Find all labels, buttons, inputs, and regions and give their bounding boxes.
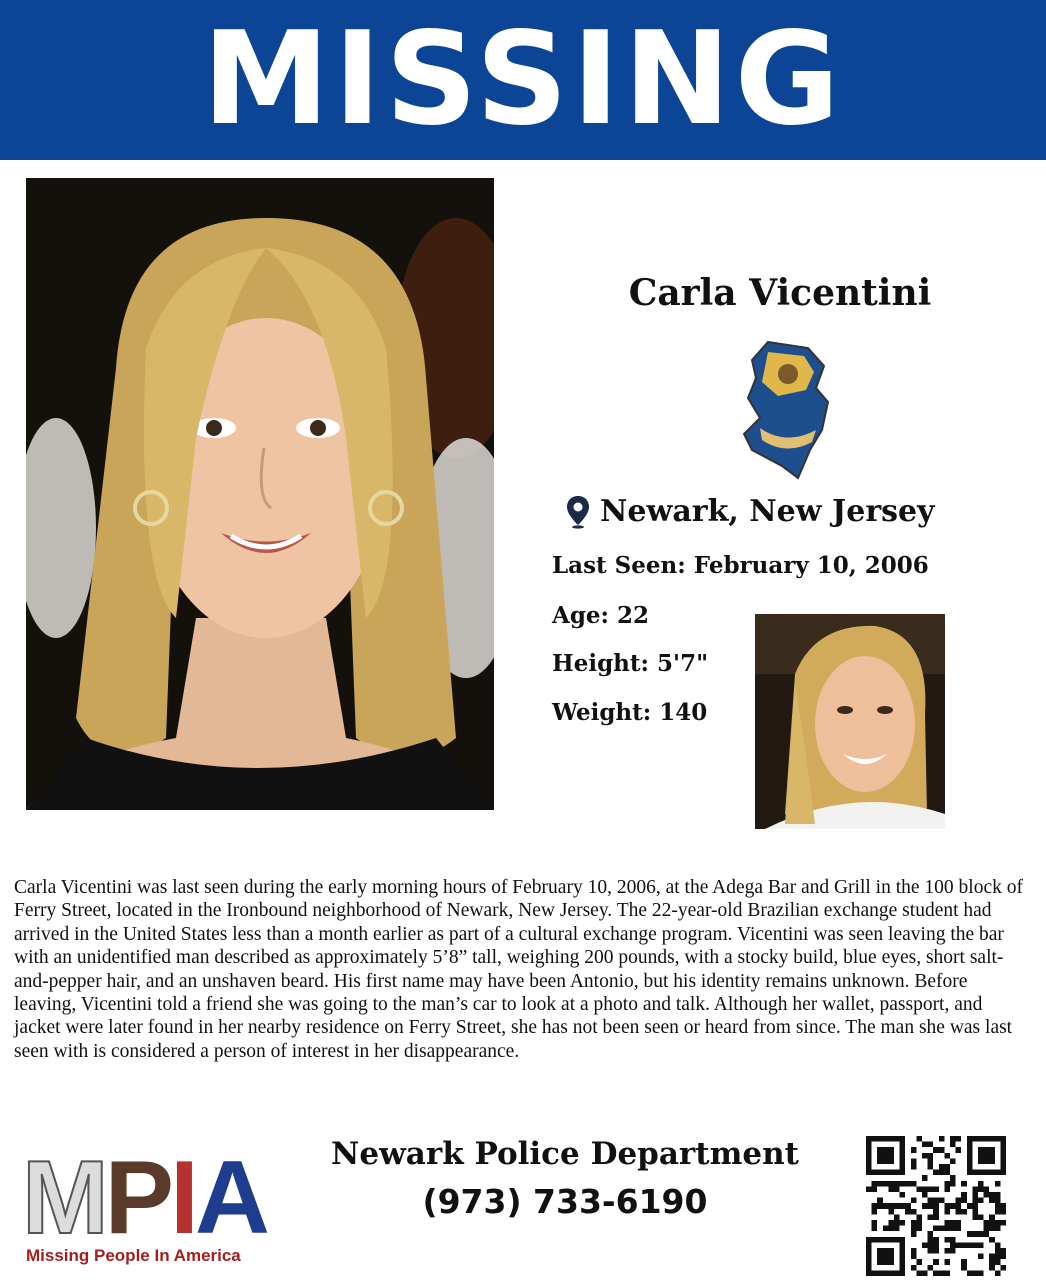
secondary-photo bbox=[755, 614, 945, 829]
age: Age: 22 bbox=[552, 602, 650, 629]
qr-code-icon[interactable] bbox=[866, 1136, 1006, 1276]
height: Height: 5'7" bbox=[552, 650, 709, 677]
logo-caption: Missing People In America bbox=[26, 1246, 241, 1265]
map-pin-icon bbox=[566, 495, 590, 529]
banner-title: MISSING bbox=[202, 5, 844, 154]
location bbox=[566, 494, 986, 529]
phone-number[interactable]: (973) 733-6190 bbox=[422, 1182, 708, 1221]
police-department: Newark Police Department bbox=[331, 1136, 799, 1172]
last-seen: Last Seen: February 10, 2006 bbox=[552, 552, 929, 579]
person-name: Carla Vicentini bbox=[628, 272, 932, 314]
mpia-logo bbox=[22, 1140, 272, 1270]
logo-letters: MPIA bbox=[22, 1140, 267, 1256]
main-portrait-photo bbox=[26, 178, 494, 810]
case-description: Carla Vicentini was last seen during the early morning hours of February 10, 2006, at the Adega Bar and Grill in the 100 block of Ferry Street, located in the Ironbound neighborhood of Newark, New Jersey. The 22-year-old Brazilian exchange student had arrived in the United States less than a month earlier as part of a cultural exchange program. Vicentini was seen leaving the bar with an unidentified man described as approximately 5’8” tall, weighing 200 pounds, with a stocky build, blue eyes, short salt-and-pepper hair, and an unshaven beard. His first name may have been Antonio, but his identity remains unknown. Before leaving, Vicentini told a friend she was going to the man’s car to look at a photo and talk. Although her wallet, passport, and jacket were later found in her nearby residence on Ferry Street, she has not been seen or heard from since. The man she was last seen with is considered a person of interest in her disappearance. bbox=[14, 877, 1023, 1062]
location-label: Newark, New Jersey bbox=[600, 494, 935, 529]
new-jersey-map-icon bbox=[738, 338, 834, 488]
missing-banner bbox=[0, 0, 1046, 160]
weight: Weight: 140 bbox=[552, 699, 708, 726]
